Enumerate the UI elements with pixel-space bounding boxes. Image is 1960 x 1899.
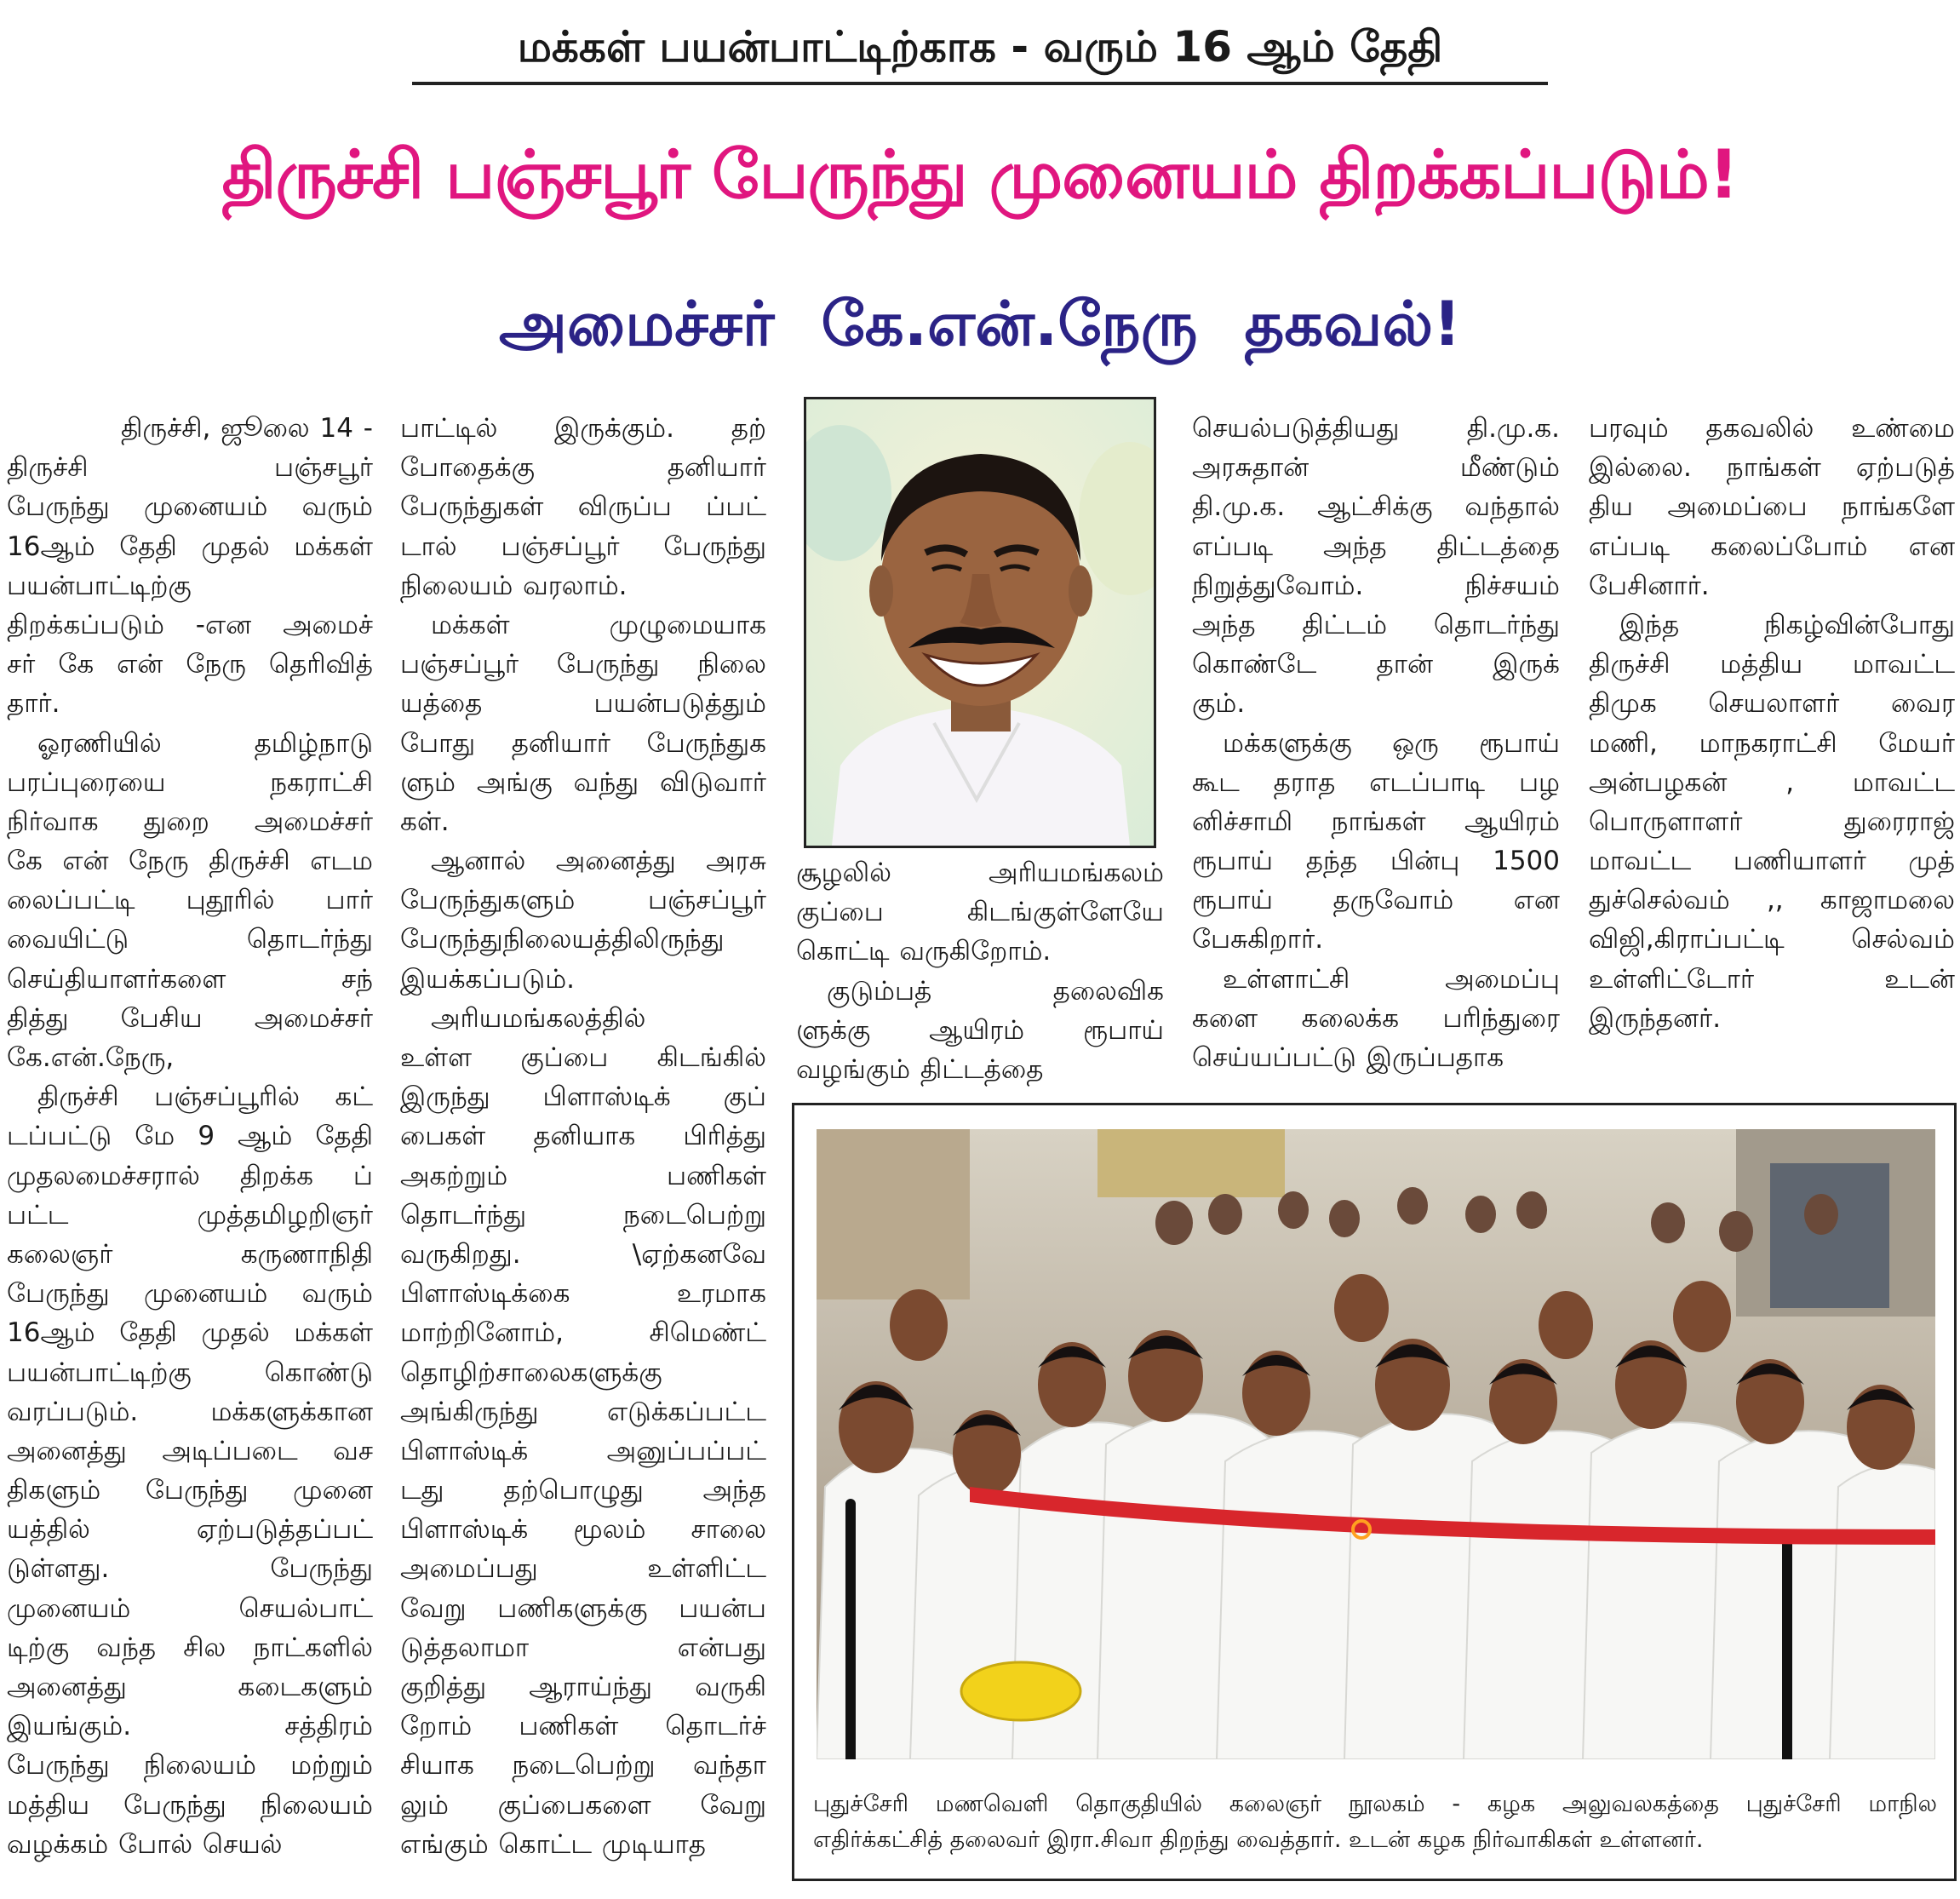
article-text-line: மக்களுக்கு ஒரு ரூபாய்: [1223, 727, 1560, 759]
article-text-line: இருந்து பிளாஸ்டிக் குப்: [400, 1081, 766, 1113]
headline: திருச்சி பஞ்சபூர் பேருந்து முனையம் திறக்கப்படும்!: [221, 137, 1739, 214]
article-text-line: வேறு பணிகளுக்கு பயன்ப: [400, 1592, 766, 1624]
article-text-line: லைப்பட்டி புதூரில் பார்: [7, 885, 373, 916]
article-text-line: எப்படி அந்த திட்டத்தை: [1192, 531, 1560, 562]
article-column-1: [7, 409, 373, 1864]
article-text-line: பேருந்து முனையம் வரும்: [7, 1278, 373, 1310]
article-text-line: யத்தில் ஏற்படுத்தப்பட்: [7, 1514, 373, 1546]
article-text-line: பேருந்துகள் விருப்ப ப்பட்: [400, 491, 766, 523]
article-text-line: வையிட்டு தொடர்ந்து: [7, 924, 373, 955]
article-text-line: திமுக செயலாளர் வைர: [1589, 688, 1955, 720]
article-text-line: ரூபாய் தருவோம் என: [1192, 885, 1560, 916]
article-text-line: செயல்படுத்தியது தி.மு.க.: [1192, 413, 1560, 444]
article-text-line: வழக்கம் போல் செயல்: [7, 1828, 283, 1860]
article-text-line: நிறுத்துவோம். நிச்சயம்: [1192, 570, 1560, 601]
article-text-line: உள்ளாட்சி அமைப்பு: [1223, 963, 1560, 995]
article-text-line: தி.மு.க. ஆட்சிக்கு வந்தால்: [1192, 491, 1560, 523]
article-text-line: டால் பஞ்சப்பூர் பேருந்து: [400, 531, 766, 562]
article-text-line: இயக்கப்படும்.: [400, 963, 575, 995]
article-text-line: செய்தியாளர்களை சந்: [7, 963, 373, 995]
article-text-line: ஆனால் அனைத்து அரசு: [431, 846, 766, 877]
article-text-line: திருச்சி மத்திய மாவட்ட: [1589, 649, 1955, 680]
article-text-line: மாற்றினோம், சிமெண்ட்: [400, 1317, 766, 1349]
article-text-line: மணி, மாநகராட்சி மேயர்: [1589, 727, 1955, 759]
article-text-line: லும் குப்பைகளை வேறு: [400, 1789, 766, 1821]
article-text-line: கொட்டி வருகிறோம்.: [796, 936, 1052, 967]
article-text-line: திய அமைப்பை நாங்களே: [1589, 491, 1955, 523]
article-text-line: பேருந்துகளும் பஞ்சப்பூர்: [400, 885, 766, 916]
article-text-line: சர் கே என் நேரு தெரிவித்: [7, 649, 373, 680]
article-text-line: டப்பட்டு மே 9 ஆம் தேதி: [7, 1121, 373, 1152]
article-text-line: அந்த திட்டம் தொடர்ந்து: [1192, 609, 1560, 640]
article-text-line: குறித்து ஆராய்ந்து வருகி: [400, 1672, 766, 1702]
article-text-line: சியாக நடைபெற்று வந்தா: [400, 1750, 766, 1781]
minister-portrait-photo: [804, 397, 1156, 848]
article-text-line: விஜி,கிராப்பட்டி செல்வம்: [1589, 924, 1955, 955]
article-text-line: பொருளாளர் துரைராஜ்: [1589, 806, 1955, 837]
article-text-line: முனையம் செயல்பாட்: [7, 1592, 373, 1624]
article-text-line: கலைஞர் கருணாநிதி: [7, 1238, 373, 1270]
photo-caption: [813, 1787, 1937, 1858]
article-text-line: போது தனியார் பேருந்துக: [400, 727, 766, 759]
article-column-2: [400, 409, 766, 1864]
article-text-line: வழங்கும் திட்டத்தை: [796, 1053, 1044, 1085]
article-text-line: களை கலைக்க பரிந்துரை: [1192, 1002, 1560, 1034]
article-text-line: பயன்பாட்டிற்கு கொண்டு: [7, 1357, 373, 1388]
article-text-line: பேசினார்.: [1589, 570, 1710, 601]
article-text-line: நிலையம் வரலாம்.: [400, 570, 628, 601]
article-text-line: கள்.: [400, 806, 450, 837]
event-photo-box: [792, 1103, 1957, 1881]
article-text-line: தித்து பேசிய அமைச்சர்: [7, 1002, 373, 1034]
article-text-line: ளும் அங்கு வந்து விடுவார்: [400, 766, 766, 798]
article-text-line: அகற்றும் பணிகள்: [400, 1160, 766, 1191]
article-text-line: ஓரணியில் தமிழ்நாடு: [37, 727, 373, 759]
group-photo-image: [817, 1129, 1935, 1759]
article-text-line: அங்கிருந்து எடுக்கப்பட்ட: [400, 1396, 766, 1427]
article-text-line: திகளும் பேருந்து முனை: [7, 1475, 373, 1506]
article-text-line: திருச்சி, ஜூலை 14 -: [120, 413, 373, 444]
article-text-line: தொழிற்சாலைகளுக்கு: [400, 1357, 662, 1388]
article-text-line: எங்கும் கொட்ட முடியாத: [400, 1828, 706, 1860]
article-text-line: குடும்பத் தலைவிக: [827, 975, 1164, 1007]
kicker-line: மக்கள் பயன்பாட்டிற்காக - வரும் 16 ஆம் தேதி: [412, 15, 1548, 85]
article-text-line: டிற்கு வந்த சில நாட்களில்: [7, 1632, 373, 1663]
article-text-line: டுள்ளது. பேருந்து: [7, 1553, 373, 1585]
article-text-line: தார்.: [7, 688, 60, 720]
article-text-line: இருந்தனர்.: [1589, 1002, 1722, 1034]
article-text-line: ரூபாய் தந்த பின்பு 1500: [1192, 846, 1560, 877]
article-text-line: நிர்வாக துறை அமைச்சர்: [7, 806, 373, 837]
article-text-line: பயன்பாட்டிற்கு: [7, 570, 192, 601]
article-text-line: அன்பழகன் , மாவட்ட: [1589, 766, 1955, 798]
article-text-line: அனைத்து கடைகளும்: [7, 1672, 373, 1702]
article-text-line: 16ஆம் தேதி முதல் மக்கள்: [7, 531, 373, 562]
article-text-line: கே.என்.நேரு,: [7, 1042, 175, 1073]
article-text-line: இந்த நிகழ்வின்போது: [1619, 609, 1955, 640]
article-text-line: வருகிறது. \ஏற்கனவே: [400, 1238, 766, 1270]
article-text-line: அமைப்பது உள்ளிட்ட: [400, 1553, 766, 1585]
article-text-line: பிளாஸ்டிக்கை உரமாக: [400, 1278, 766, 1310]
caption-line: புதுச்சேரி மணவெளி தொகுதியில் கலைஞர் நூலகம் - கழக அலுவலகத்தை புதுச்சேரி மாநில: [813, 1791, 1937, 1817]
article-text-line: பரவும் தகவலில் உண்மை: [1589, 413, 1955, 444]
article-text-line: வரப்படும். மக்களுக்கான: [7, 1396, 373, 1427]
article-text-line: டுத்தலாமா என்பது: [400, 1632, 766, 1663]
article-text-line: எப்படி கலைப்போம் என: [1589, 531, 1955, 562]
article-text-line: னிச்சாமி நாங்கள் ஆயிரம்: [1192, 806, 1560, 837]
article-text-line: துச்செல்வம் ,, காஜாமலை: [1589, 885, 1955, 916]
caption-line: எதிர்க்கட்சித் தலைவர் இரா.சிவா திறந்து வைத்தார். உடன் கழக நிர்வாகிகள் உள்ளனர்.: [813, 1827, 1704, 1853]
article-text-line: பிளாஸ்டிக் அனுப்பப்பட்: [400, 1435, 766, 1466]
article-text-line: தொடர்ந்து நடைபெற்று: [400, 1199, 766, 1231]
article-text-line: பரப்புரையை நகராட்சி: [7, 766, 373, 798]
article-text-line: பிளாஸ்டிக் மூலம் சாலை: [400, 1514, 766, 1546]
article-text-line: பைகள் தனியாக பிரித்து: [400, 1121, 766, 1152]
article-column-4: [1192, 409, 1560, 1077]
article-text-line: கொண்டே தான் இருக்: [1192, 649, 1560, 680]
article-text-line: பேருந்துநிலையத்திலிருந்து: [400, 924, 725, 955]
article-text-line: கும்.: [1192, 688, 1246, 720]
article-text-line: உள்ள குப்பை கிடங்கில்: [400, 1042, 766, 1073]
article-text-line: இயங்கும். சத்திரம்: [7, 1711, 373, 1742]
article-text-line: கே என் நேரு திருச்சி எடம: [7, 846, 373, 877]
subhead: அமைச்சர் கே.என்.நேரு தகவல்!: [499, 288, 1461, 359]
article-text-line: மத்திய பேருந்து நிலையம்: [7, 1789, 373, 1821]
article-text-line: சூழலில் அரியமங்கலம்: [796, 858, 1164, 888]
article-text-line: திருச்சி பஞ்சப்பூரில் கட்: [37, 1081, 373, 1113]
article-text-line: அரசுதான் மீண்டும்: [1192, 452, 1560, 484]
article-text-line: யத்தை பயன்படுத்தும்: [400, 688, 766, 720]
article-text-line: டது தற்பொழுது அந்த: [400, 1475, 766, 1506]
article-text-line: கூட தராத எடப்பாடி பழ: [1192, 766, 1560, 798]
article-text-line: உள்ளிட்டோர் உடன்: [1589, 963, 1955, 995]
article-text-line: மக்கள் முழுமையாக: [431, 609, 766, 640]
article-text-line: அனைத்து அடிப்படை வச: [7, 1435, 373, 1466]
article-column-3: [796, 853, 1164, 1089]
article-text-line: பாட்டில் இருக்கும். தற்: [400, 413, 766, 444]
article-text-line: திருச்சி பஞ்சபூர்: [7, 452, 373, 484]
article-text-line: பஞ்சப்பூர் பேருந்து நிலை: [400, 649, 766, 680]
article-text-line: பேசுகிறார்.: [1192, 924, 1324, 955]
article-text-line: ளுக்கு ஆயிரம் ரூபாய்: [796, 1014, 1164, 1046]
article-text-line: அரியமங்கலத்தில்: [431, 1002, 646, 1034]
article-text-line: குப்பை கிடங்குள்ளேயே: [796, 897, 1164, 928]
article-text-line: றோம் பணிகள் தொடர்ச்: [400, 1711, 766, 1742]
article-text-line: போதைக்கு தனியார்: [400, 452, 766, 484]
article-text-line: செய்யப்பட்டு இருப்பதாக: [1192, 1042, 1504, 1073]
article-text-line: திறக்கப்படும் -என அமைச்: [7, 609, 373, 640]
portrait-image: [806, 399, 1154, 846]
article-text-line: மாவட்ட பணியாளர் முத்: [1589, 846, 1955, 877]
article-text-line: 16ஆம் தேதி முதல் மக்கள்: [7, 1317, 373, 1349]
article-text-line: இல்லை. நாங்கள் ஏற்படுத்: [1589, 452, 1955, 484]
article-text-line: முதலமைச்சரால் திறக்க ப்: [7, 1160, 373, 1191]
article-text-line: பேருந்து முனையம் வரும்: [7, 491, 373, 523]
article-column-5: [1589, 409, 1955, 1038]
article-text-line: பேருந்து நிலையம் மற்றும்: [7, 1750, 373, 1781]
article-text-line: பட்ட முத்தமிழறிஞர்: [7, 1199, 373, 1231]
ribbon-cutting-photo: [817, 1129, 1935, 1759]
